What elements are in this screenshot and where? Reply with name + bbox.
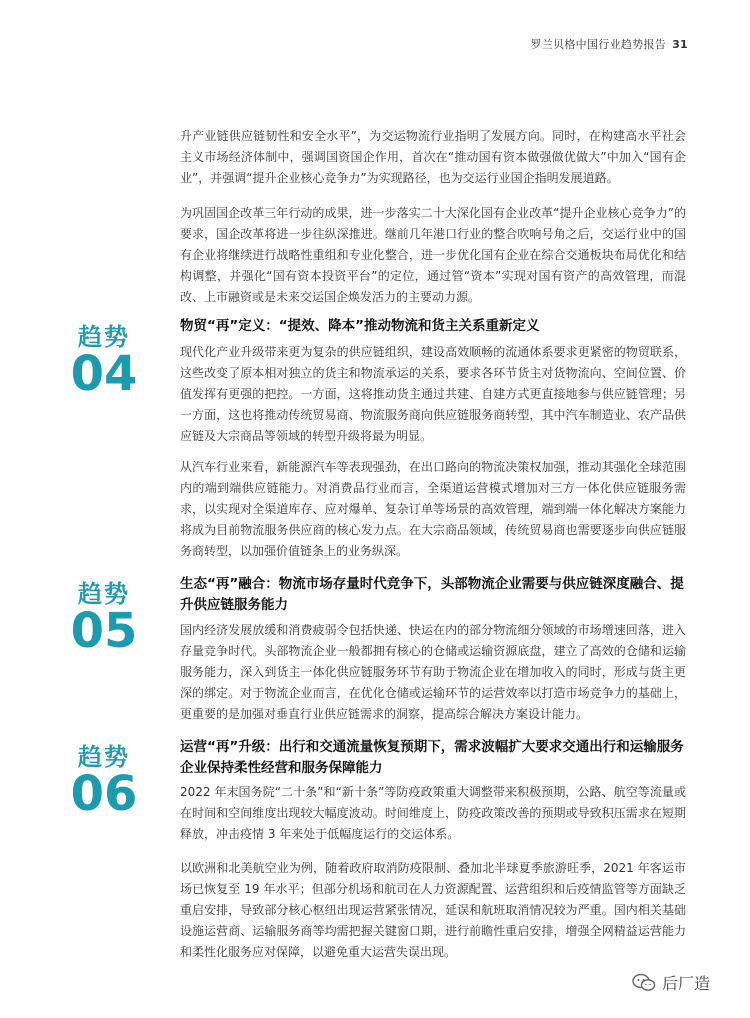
trend-05-number: 05 <box>70 603 138 659</box>
page-header <box>530 36 688 52</box>
trend-05-label: 趋势 <box>78 580 130 608</box>
intro-paragraph-2: 为巩固国企改革三年行动的成果，进一步落实二十大深化国有企业改革“提升企业核心竞争力”的要求，国企改革将进一步往纵深推进。继前几年港口行业的整合吹响号角之后，交运行业中的国有企业将继续进行战略性重组和专业化整合，进一步优化国有企业在综合交通板块布局优化和结构调整，并强化“国有资本投资平台”的定位，通过管“资本”实现对国有资产的高效管理，而混改、上市融资或是未来交运国企焕发活力的主要动力源。 <box>180 206 686 304</box>
watermark-text: 后厂造 <box>661 974 710 993</box>
trend-06-paragraph-1: 2022 年末国务院“二十条”和“新十条”等防疫政策重大调整带来积极预期，公路、航空等流量或在时间和空间维度出现较大幅度波动。时间维度上，防疫政策改善的预期或导致积压需求在短期释放，冲击疫情 3 年来处于低幅度运行的交运体系。 <box>180 785 686 841</box>
trend-05-paragraph-1: 国内经济发展放缓和消费疲弱令包括快递、快运在内的部分物流细分领域的市场增速回落，进入存量竞争时代。头部物流企业一般都拥有核心的仓储或运输资源底盘，建立了高效的仓储和运输服务能力，深入到货主一体化供应链服务环节有助于物流企业在增加收入的同时，形成与货主更深的绑定。对于物流企业而言，在优化仓储或运输环节的运营效率以打造市场竞争力的基础上，更重要的是加强对垂直行业供应链需求的洞察，提高综合解决方案设计能力。 <box>180 623 686 721</box>
trend-04-label: 趋势 <box>78 323 130 351</box>
intro-paragraph-1: 升产业链供应链韧性和安全水平”，为交运物流行业指明了发展方向。同时，在构建高水平社会主义市场经济体制中，强调国资国企作用，首次在“推动国有资本做强做优做大”中加入“国有企业”，并强调“提升企业核心竞争力”为实现路径，也为交运行业国企指明发展道路。 <box>180 129 686 185</box>
trend-06-label: 趋势 <box>78 743 130 771</box>
trend-04-paragraph-1: 现代化产业升级带来更为复杂的供应链组织，建设高效顺畅的流通体系要求更紧密的物贸联系，这些改变了原本相对独立的货主和物流承运的关系，要求各环节货主对货物流向、空间位置、价值发挥有更强的把控。一方面，这将推动货主通过共建、自建方式更直接地参与供应链管理；另一方面，这也将推动传统贸易商、物流服务商向供应链服务商转型，其中汽车制造业、农产品供应链及大宗商品等领域的转型升级将最为明显。 <box>180 345 686 443</box>
wechat-icon <box>632 973 656 993</box>
trend-04-paragraph-2: 从汽车行业来看，新能源汽车等表现强劲，在出口路向的物流决策权加强，推动其强化全球范围内的端到端供应链能力。对消费品行业而言，全渠道运营模式增加对三方一体化供应链服务需求，以实现对全渠道库存、应对爆单、复杂订单等场景的高效管理，端到端一体化解决方案能力将成为目前物流服务供应商的核心发力点。在大宗商品领域，传统贸易商也需要逐步向供应链服务商转型，以加强价值链条上的业务纵深。 <box>180 460 686 558</box>
watermark <box>632 971 710 994</box>
trend-06-paragraph-2: 以欧洲和北美航空业为例，随着政府取消防疫限制、叠加北半球夏季旅游旺季，2021 年客运市场已恢复至 19 年水平；但部分机场和航司在人力资源配置、运营组织和后疫情监管等方面缺乏重启安排，导致部分核心枢纽出现运营紧张情况，延误和航班取消情况较为严重。国内相关基础设施运营商、运输服务商等均需把握关键窗口期，进行前瞻性重启安排，增强全网精益运营能力和柔性化服务应对保障，以避免重大运营失误出现。 <box>180 861 686 959</box>
trend-06-number: 06 <box>70 766 138 822</box>
trend-04-number: 04 <box>70 346 138 402</box>
trend-06-title: 运营“再”升级：出行和交通流量恢复预期下，需求波幅扩大要求交通出行和运输服务企业保持柔性经营和服务保障能力 <box>180 739 684 776</box>
page-number: 31 <box>672 38 688 51</box>
trend-05-title: 生态“再”融合：物流市场存量时代竞争下，头部物流企业需要与供应链深度融合、提升供应链服务能力 <box>180 576 684 613</box>
report-title: 罗兰贝格中国行业趋势报告 <box>530 38 667 51</box>
trend-04-title: 物贸“再”定义：“提效、降本”推动物流和货主关系重新定义 <box>180 318 540 334</box>
